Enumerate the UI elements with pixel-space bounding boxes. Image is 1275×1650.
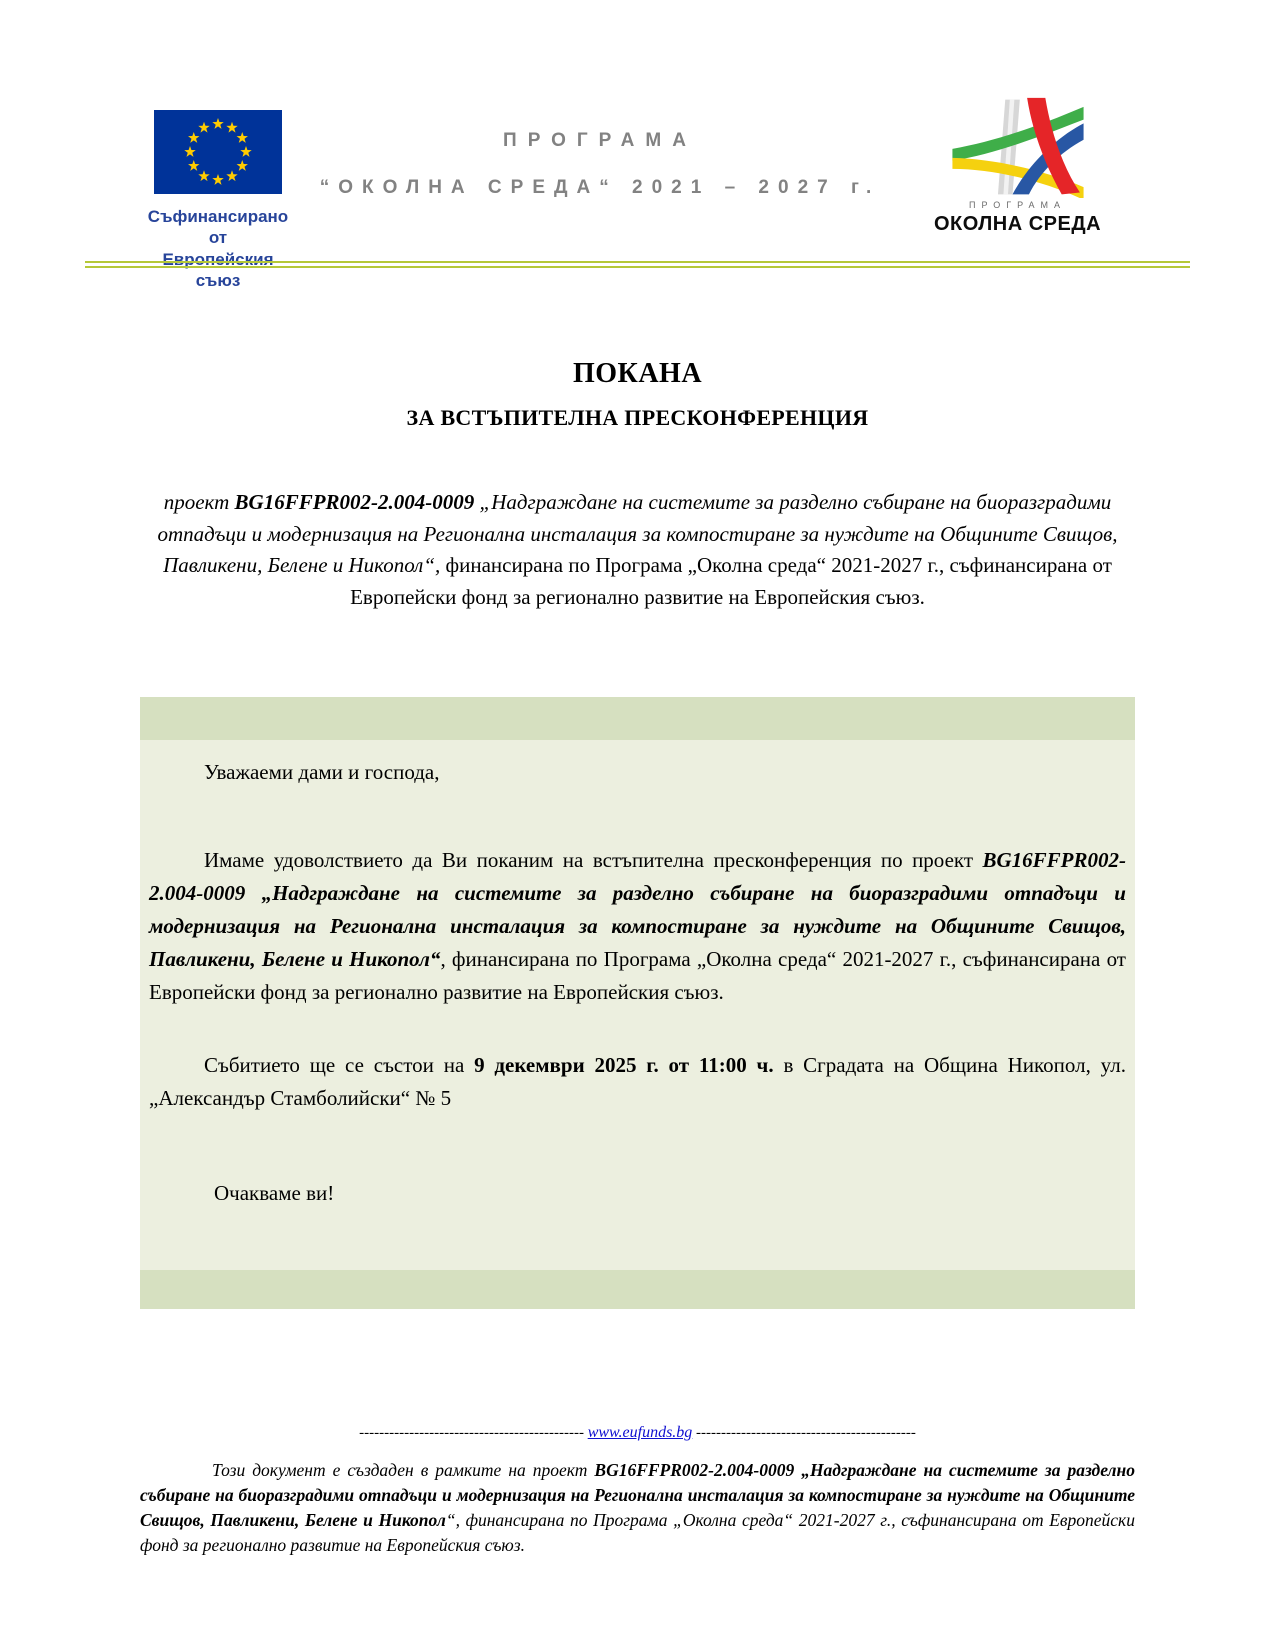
- eu-flag-icon: [154, 110, 282, 194]
- footer-divider: [0, 1424, 1275, 1442]
- closing-line: Очакваме ви!: [214, 1181, 335, 1205]
- header-separator-line: [85, 261, 1190, 268]
- event-paragraph: [149, 1049, 1126, 1115]
- program-subtitle: “ОКОЛНА СРЕДА“ 2021 – 2027 г.: [319, 177, 881, 198]
- program-title: ПРОГРАМА: [503, 130, 697, 151]
- okolna-sreda-logo-icon: [943, 96, 1093, 198]
- document-subtitle: ЗА ВСТЪПИТЕЛНА ПРЕСКОНФЕРЕНЦИЯ: [406, 405, 869, 430]
- invitation-project-name: „Надграждане на системите за разделно събиране на биоразградими отпадъци и модернизация на Регионална инсталация за компостиране за нуждите на Общините Свищов, Павликени, Белене и Никопол“: [149, 881, 1126, 971]
- event-location: в Сградата на Община Никопол, ул. „Александър Стамболийски“ № 5: [149, 1053, 1126, 1110]
- invitation-segment-1: Имаме удоволствието да Ви поканим на встъпителна пресконференция по проект: [204, 848, 983, 872]
- disclaimer-paragraph: [140, 1458, 1135, 1558]
- event-segment-1: Събитието ще се състои на: [204, 1053, 475, 1077]
- eufunds-link[interactable]: www.eufunds.bg: [587, 1424, 693, 1441]
- intro-paragraph: [140, 487, 1135, 613]
- invitation-project-code: BG16FFPR002-2.004-0009: [149, 848, 1126, 905]
- eu-caption-line1: Съфинансирано от: [147, 207, 289, 248]
- event-datetime: 9 декември 2025 г. от 11:00 ч.: [474, 1053, 774, 1077]
- invitation-box: [140, 697, 1135, 1309]
- disclaimer-segment-3: “, финансирана по Програма „Околна среда“ 2021-2027 г., съфинансирана от Европейски фонд за регионално развитие на Европейския съюз.: [140, 1510, 1135, 1555]
- okolna-sreda-name: ОКОЛНА СРЕДА: [933, 213, 1102, 235]
- eu-flag-caption: [138, 206, 298, 291]
- program-heading: [310, 130, 890, 199]
- invitation-box-bottom-band: [140, 1270, 1135, 1309]
- disclaimer-project: BG16FFPR002-2.004-0009 „Надграждане на системите за разделно събиране на биоразградими отпадъци и модернизация на Регионална инсталация за компостиране за нуждите на Общините Свищов, Павликени, Белене и Никопол: [140, 1460, 1136, 1530]
- eu-caption-line2: Европейския съюз: [162, 249, 274, 290]
- invitation-segment-4: , финансирана по Програма „Околна среда“ 2021-2027 г., съфинансирана от Европейски фонд за регионално развитие на Европейския съюз.: [149, 947, 1126, 1004]
- invitation-paragraph: [149, 844, 1126, 1009]
- footer-dashes-right: --------------------------------------------: [696, 1425, 916, 1441]
- footer-dashes-left: ---------------------------------------------: [359, 1425, 584, 1441]
- disclaimer-segment-1: Този документ е създаден в рамките на проект: [212, 1460, 595, 1480]
- intro-project-name: „Надграждане на системите за разделно събиране на биоразградими отпадъци и модернизация на Регионална инсталация за компостиране за нуждите на Общините Свищов, Павликени, Белене и Никопол“,: [157, 490, 1118, 577]
- invitation-box-body: [140, 740, 1135, 1270]
- document-title: ПОКАНА: [572, 358, 703, 389]
- okolna-sreda-program-label: ПРОГРАМА: [968, 200, 1067, 210]
- intro-project-code: BG16FFPR002-2.004-0009: [234, 490, 475, 514]
- invitation-box-top-band: [140, 697, 1135, 740]
- okolna-sreda-logo: [930, 96, 1105, 236]
- intro-segment-4: финансирана по Програма „Околна среда“ 2021-2027 г., съфинансирана от Европейски фонд за регионално развитие на Европейския съюз.: [350, 553, 1112, 609]
- document-title-block: [0, 358, 1275, 431]
- salutation: Уважаеми дами и господа,: [204, 760, 440, 784]
- intro-segment-1: проект: [163, 490, 235, 514]
